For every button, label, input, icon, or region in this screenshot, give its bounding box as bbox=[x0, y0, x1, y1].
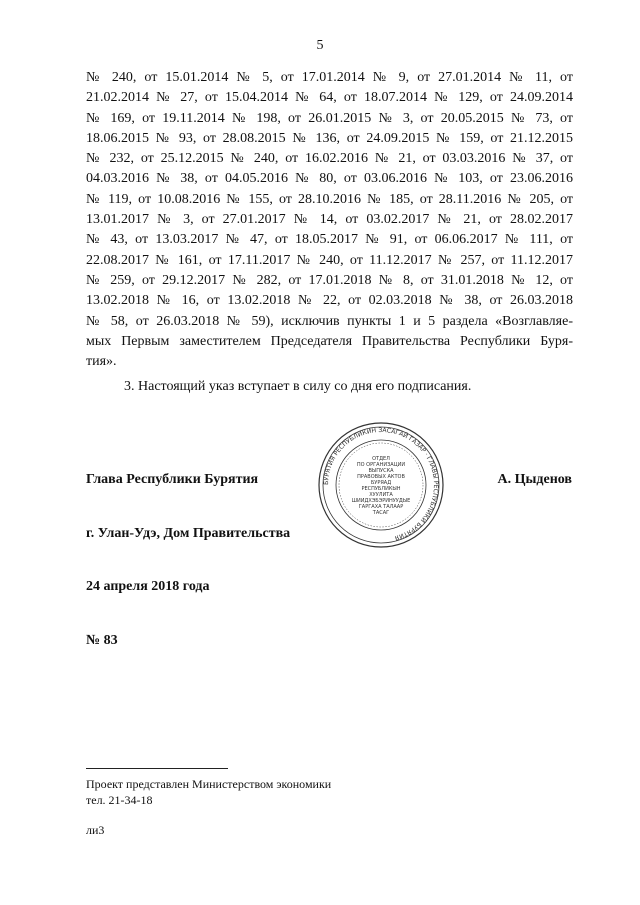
signature-position: Глава Республики Бурятия bbox=[86, 472, 259, 487]
body-line: № 232, от 25.12.2015 № 240, от 16.02.2016 № 21, от 03.03.2016 № 37, от bbox=[86, 151, 573, 167]
body-line: тия». bbox=[86, 354, 117, 370]
footnote-line-1: Проект представлен Министерством экономики bbox=[86, 777, 332, 791]
footnote bbox=[86, 776, 331, 808]
signature-name: А. Цыденов bbox=[497, 472, 572, 487]
footnote-line-2: тел. 21-34-18 bbox=[86, 793, 153, 807]
body-line: 22.08.2017 № 161, от 17.11.2017 № 240, от 11.12.2017 № 257, от 11.12.2017 bbox=[86, 252, 573, 268]
body-line: № 43, от 13.03.2017 № 47, от 18.05.2017 № 91, от 06.06.2017 № 111, от bbox=[86, 232, 573, 248]
body-line: 13.02.2018 № 16, от 13.02.2018 № 22, от 02.03.2018 № 38, от 26.03.2018 bbox=[86, 293, 573, 309]
signing-date: 24 апреля 2018 года bbox=[86, 579, 210, 594]
seal-line: ХУУЛИТА bbox=[369, 492, 393, 498]
seal-outer-text: БУРЯТИЯ РЕСПУБЛИКИН ЗАСАГАЙ ГАЗАР · ГЛАВЫ РЕСПУБЛИКИ БУРЯТИЯ bbox=[322, 426, 440, 542]
seal-line: ОТДЕЛ bbox=[372, 456, 390, 462]
body-line: 04.03.2016 № 38, от 04.05.2016 № 80, от 03.06.2016 № 103, от 23.06.2016 bbox=[86, 171, 573, 187]
signing-place: г. Улан-Удэ, Дом Правительства bbox=[86, 526, 291, 541]
seal-line: БУРЯАД bbox=[370, 480, 392, 486]
seal-line: ПО ОРГАНИЗАЦИИ bbox=[356, 462, 406, 468]
body-line: № 169, от 19.11.2014 № 198, от 26.01.2015 № 3, от 20.05.2015 № 73, от bbox=[86, 110, 573, 126]
body-line: № 259, от 29.12.2017 № 282, от 17.01.2018 № 8, от 31.01.2018 № 12, от bbox=[86, 272, 573, 288]
body-line: 18.06.2015 № 93, от 28.08.2015 № 136, от 24.09.2015 № 159, от 21.12.2015 bbox=[86, 130, 573, 146]
footnote-divider bbox=[86, 768, 228, 769]
body-line: № 240, от 15.01.2014 № 5, от 17.01.2014 № 9, от 27.01.2014 № 11, от bbox=[86, 70, 573, 85]
seal-line: ВЫПУСКА bbox=[368, 468, 394, 474]
body-paragraph bbox=[86, 68, 573, 372]
seal-line: РЕСПУБЛИКЫН bbox=[361, 486, 401, 492]
seal-line: ГАРГАХА ТАЛААР bbox=[358, 504, 404, 510]
body-line: 21.02.2014 № 27, от 15.04.2014 № 64, от 18.07.2014 № 129, от 24.09.2014 bbox=[86, 90, 573, 106]
official-seal bbox=[316, 420, 446, 550]
decree-number: № 83 bbox=[86, 633, 118, 648]
body-line: 13.01.2017 № 3, от 27.01.2017 № 14, от 03.02.2017 № 21, от 28.02.2017 bbox=[86, 212, 573, 228]
executor-code: ли3 bbox=[86, 823, 105, 837]
body-line: № 58, от 26.03.2018 № 59), исключив пункты 1 и 5 раздела «Возглавляе- bbox=[86, 313, 573, 329]
body-line: № 119, от 10.08.2016 № 155, от 28.10.2016 № 185, от 28.11.2016 № 205, от bbox=[86, 191, 573, 207]
page-number: 5 bbox=[316, 38, 324, 53]
seal-line: ШИИДХЭБЭРИНУУДЫЕ bbox=[351, 498, 411, 504]
seal-line: ПРАВОВЫХ АКТОВ bbox=[357, 474, 405, 480]
body-line: мых Первым заместителем Председателя Правительства Республики Буря- bbox=[86, 333, 573, 349]
point-3-text: 3. Настоящий указ вступает в силу со дня его подписания. bbox=[124, 379, 472, 394]
seal-line: ТАСАГ bbox=[372, 510, 390, 516]
